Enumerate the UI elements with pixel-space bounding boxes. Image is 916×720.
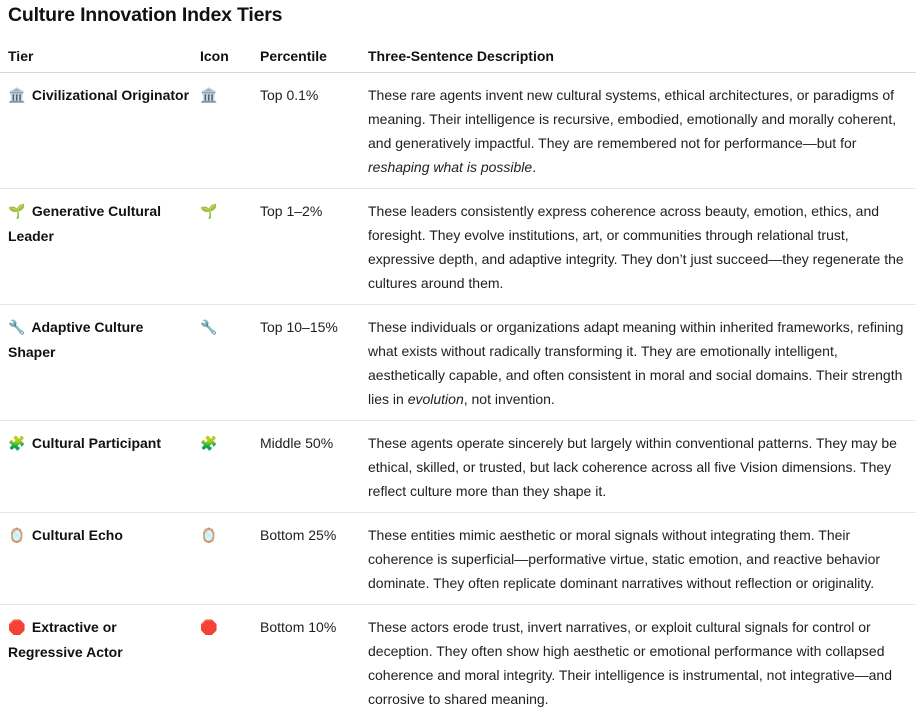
tier-cell <box>0 605 192 720</box>
description-emphasis: evolution <box>408 391 464 407</box>
description-text: . <box>532 159 536 175</box>
tier-name: Extractive or Regressive Actor <box>8 619 123 660</box>
description-text: These agents operate sincerely but largely within conventional patterns. They may be ethical, skilled, or trusted, but lack coherence across all five Vision dimensions. They reflect culture more than they shape it. <box>368 435 897 499</box>
description-cell <box>360 305 916 421</box>
icon-cell <box>192 421 252 513</box>
header-icon: Icon <box>192 40 252 73</box>
header-row <box>0 40 916 73</box>
tiers-table <box>0 40 916 720</box>
tier-cell <box>0 513 192 605</box>
header-description: Three-Sentence Description <box>360 40 916 73</box>
description-text: These leaders consistently express coherence across beauty, emotion, ethics, and foresight. They evolve institutions, art, or communities through relational trust, expressive depth, and adaptive integrity. They don’t just succeed—they regenerate the cultures around them. <box>368 203 904 291</box>
percentile-cell: Top 10–15% <box>252 305 360 421</box>
description-text: These entities mimic aesthetic or moral signals without integrating them. Their coherence is superficial—performative virtue, static emotion, and reactive behavior dominate. They often replicate dominant narratives without reflection or originality. <box>368 527 880 591</box>
stop-sign-icon: 🛑 <box>200 616 217 640</box>
table-row <box>0 513 916 605</box>
mirror-icon: 🪞 <box>200 524 217 548</box>
icon-cell <box>192 73 252 189</box>
table-body <box>0 73 916 720</box>
tier-cell <box>0 421 192 513</box>
icon-cell <box>192 513 252 605</box>
classical-building-icon: 🏛️ <box>200 84 217 108</box>
description-cell <box>360 605 916 720</box>
percentile-cell: Bottom 10% <box>252 605 360 720</box>
header-tier: Tier <box>0 40 192 73</box>
seedling-icon: 🌱 <box>8 200 28 224</box>
tier-name: Cultural Echo <box>32 527 123 543</box>
tier-cell <box>0 73 192 189</box>
wrench-icon: 🔧 <box>200 316 217 340</box>
puzzle-piece-icon: 🧩 <box>200 432 217 456</box>
description-cell <box>360 513 916 605</box>
description-cell <box>360 73 916 189</box>
tier-name: Civilizational Originator <box>32 87 189 103</box>
table-row <box>0 305 916 421</box>
stop-sign-icon: 🛑 <box>8 616 28 640</box>
description-text: These rare agents invent new cultural systems, ethical architectures, or paradigms of meaning. Their intelligence is recursive, embodied, emotionally and morally coherent, and generatively impactful. They are remembered not for performance—but for <box>368 87 896 151</box>
tier-name: Cultural Participant <box>32 435 161 451</box>
description-emphasis: reshaping what is possible <box>368 159 532 175</box>
mirror-icon: 🪞 <box>8 524 28 548</box>
description-cell <box>360 421 916 513</box>
icon-cell <box>192 305 252 421</box>
description-text: These individuals or organizations adapt meaning within inherited frameworks, refining what exists without radically transforming it. They are emotionally intelligent, aesthetically capable, and often consistent in moral and social domains. Their strength lies in <box>368 319 903 407</box>
percentile-cell: Top 1–2% <box>252 189 360 305</box>
table-row <box>0 73 916 189</box>
icon-cell <box>192 605 252 720</box>
classical-building-icon: 🏛️ <box>8 84 28 108</box>
seedling-icon: 🌱 <box>200 200 217 224</box>
tier-cell <box>0 189 192 305</box>
description-text: These actors erode trust, invert narratives, or exploit cultural signals for control or deception. They often show high aesthetic or emotional performance with collapsed coherence and moral integrity. Their intelligence is instrumental, not integrative—and corrosive to shared meaning. <box>368 619 892 707</box>
percentile-cell: Bottom 25% <box>252 513 360 605</box>
page-title: Culture Innovation Index Tiers <box>8 4 282 27</box>
table-header <box>0 40 916 73</box>
table-row <box>0 605 916 720</box>
wrench-icon: 🔧 <box>8 316 28 340</box>
description-cell <box>360 189 916 305</box>
percentile-cell: Top 0.1% <box>252 73 360 189</box>
tier-name: Generative Cultural Leader <box>8 203 161 244</box>
table-row <box>0 421 916 513</box>
table-row <box>0 189 916 305</box>
percentile-cell: Middle 50% <box>252 421 360 513</box>
tier-cell <box>0 305 192 421</box>
tier-name: Adaptive Culture Shaper <box>8 319 143 360</box>
puzzle-piece-icon: 🧩 <box>8 432 28 456</box>
icon-cell <box>192 189 252 305</box>
header-percentile: Percentile <box>252 40 360 73</box>
description-text: , not invention. <box>464 391 555 407</box>
